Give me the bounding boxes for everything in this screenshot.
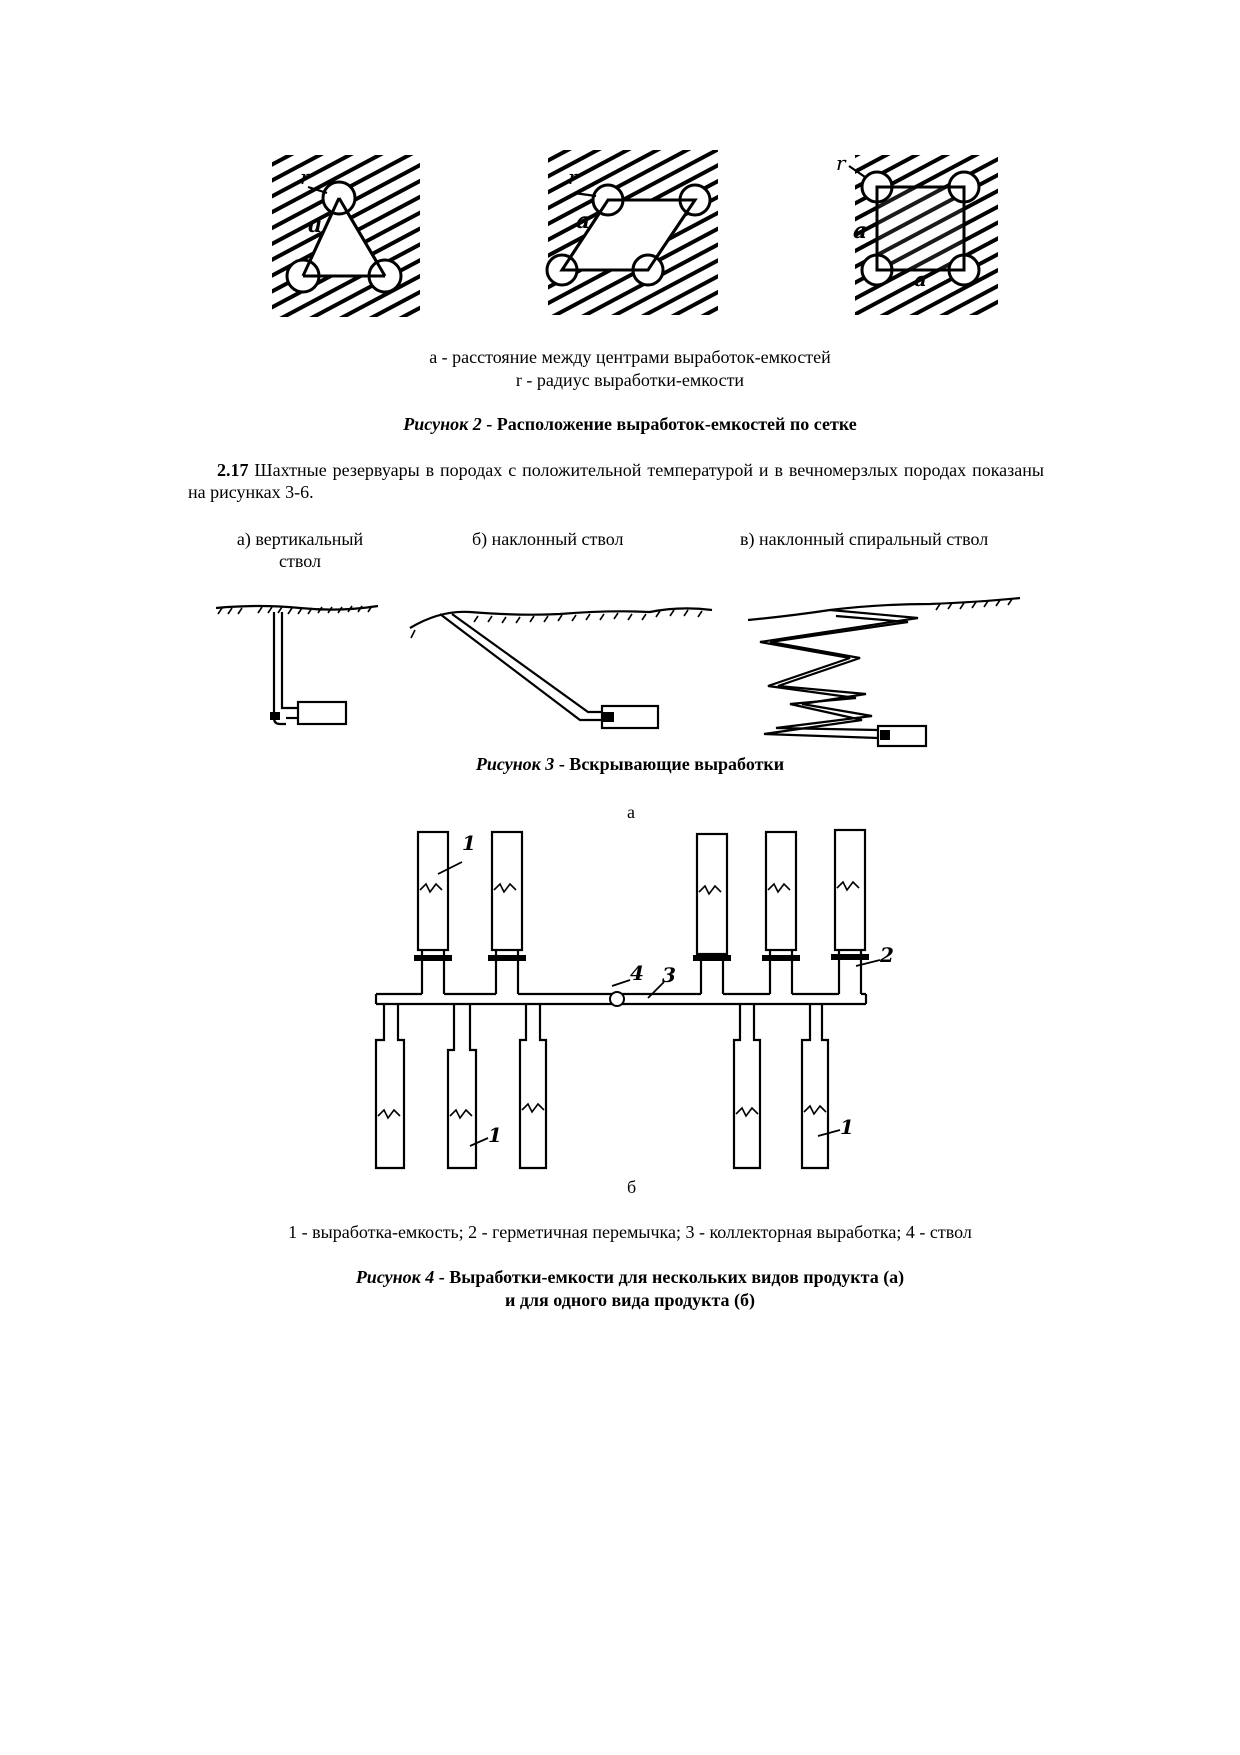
figure4-caption-prefix: Рисунок 4 (355, 1267, 435, 1287)
plug-marks (414, 954, 869, 961)
callout-1-top: 1 (462, 831, 476, 855)
figure2-caption-text: - Расположение выработок-емкостей по сетке (481, 414, 857, 434)
label-a-3h: a (914, 267, 927, 291)
label-r-3: r (836, 151, 846, 175)
label-a-2: a (576, 208, 591, 234)
figure3-label-spiral: в) наклонный спиральный ствол (740, 529, 989, 549)
figure4-caption-line2: и для одного вида продукта (б) (504, 1290, 756, 1310)
label-r-2: r (568, 165, 578, 189)
figure3-caption-prefix: Рисунок 3 (475, 754, 555, 774)
figure4-caption-line1 (0, 1266, 1240, 1289)
figure3-label-vertical-line1: а) вертикальный (236, 529, 364, 549)
paragraph-text: Шахтные резервуары в породах с положительной температурой и в вечномерзлых породах показаны на рисунках 3-6. (188, 460, 1044, 502)
inclined-shaft-sketch (410, 608, 712, 728)
label-r-1: r (300, 165, 310, 189)
label-a-1: a (308, 212, 323, 238)
figure4-sublabel-b: б (627, 1177, 637, 1197)
lower-chambers (376, 1004, 828, 1168)
figure2-caption-prefix: Рисунок 2 (403, 414, 482, 434)
grid-square-panel (849, 155, 998, 315)
grid-triangle-panel (272, 155, 420, 317)
callout-3: 3 (662, 963, 676, 987)
callout-1-bottom-right: 1 (840, 1115, 854, 1139)
figure2-caption (0, 413, 1240, 436)
callout-1-bottom-left: 1 (488, 1123, 502, 1147)
figure4-sublabel-a: а (627, 802, 635, 822)
figure3-label-vertical (210, 528, 390, 572)
paragraph-2-17 (188, 459, 1044, 503)
figure4-caption-text1: - Выработки-емкости для нескольких видов продукта (а) (434, 1267, 905, 1287)
figure4-legend: 1 - выработка-емкость; 2 - герметичная перемычка; 3 - коллекторная выработка; 4 - ствол (288, 1222, 972, 1242)
figure2-legend-line1: а - расстояние между центрами выработок-емкостей (429, 347, 831, 367)
figure3-caption (0, 753, 1240, 776)
callout-4: 4 (630, 961, 644, 985)
figure3-caption-text: - Вскрывающие выработки (554, 754, 785, 774)
figure2-legend-line2: r - радиус выработки-емкости (515, 370, 745, 390)
figure4-caption (0, 1266, 1240, 1312)
paragraph-number: 2.17 (217, 460, 249, 480)
spiral-shaft-sketch (748, 598, 1020, 746)
figure2-drawing (0, 0, 1240, 340)
label-a-3v: a (853, 218, 868, 244)
callout-2: 2 (880, 943, 894, 967)
figure4-drawing (0, 820, 1240, 1180)
figure3-label-inclined: б) наклонный ствол (472, 529, 624, 549)
vertical-shaft-sketch (216, 606, 378, 724)
figure3-label-vertical-line2: ствол (279, 551, 321, 571)
